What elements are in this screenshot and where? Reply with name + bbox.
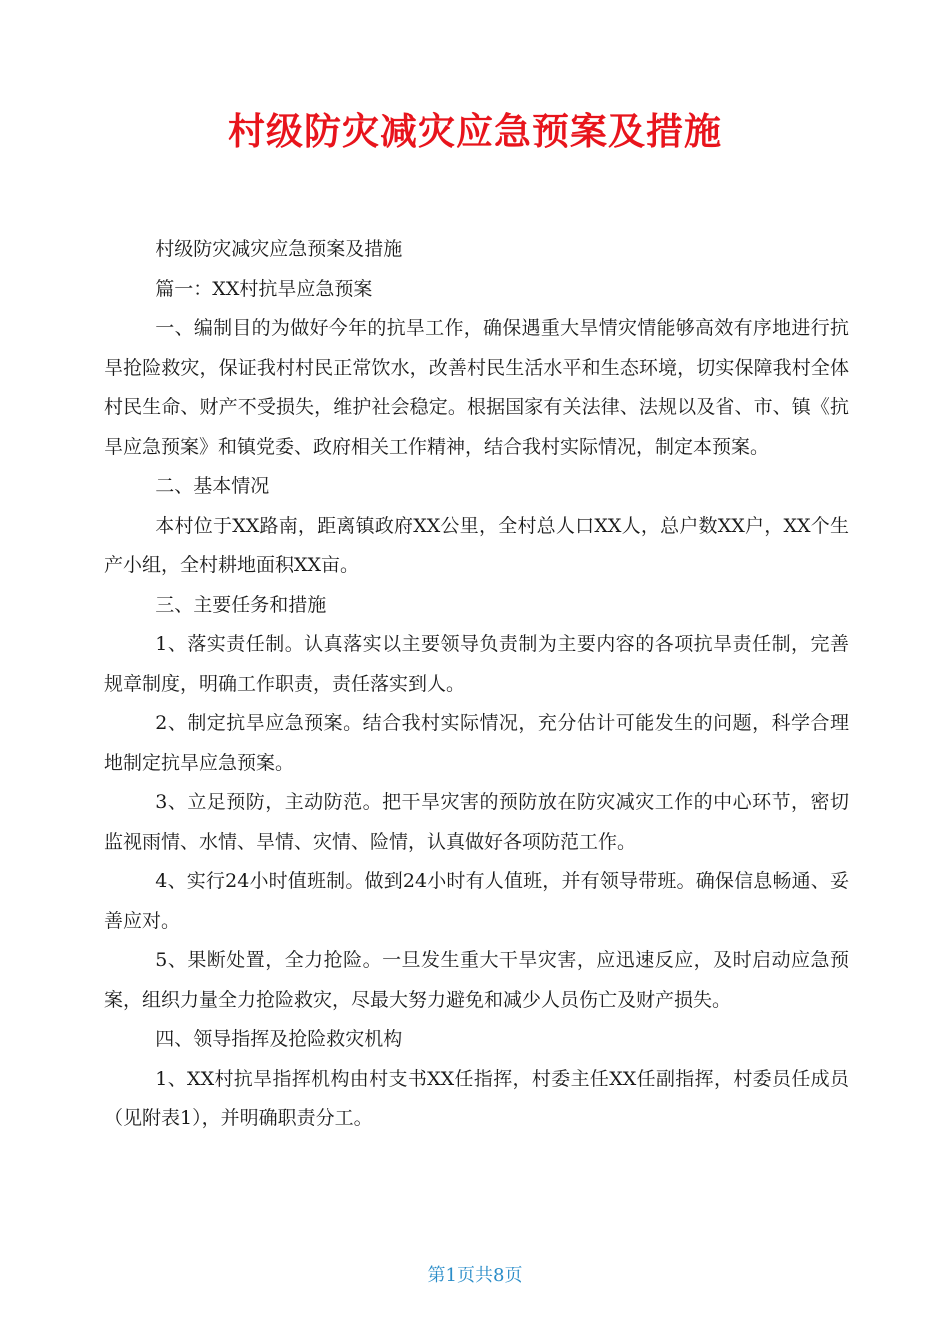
paragraph-task-5: 5、果断处置，全力抢险。一旦发生重大干旱灾害，应迅速反应，及时启动应急预案，组织力量全力抢险救灾，尽最大努力避免和减少人员伤亡及财产损失。	[104, 949, 849, 1011]
paragraph-section-3-heading: 三、主要任务和措施	[155, 593, 327, 616]
paragraph-section-1-purpose: 一、编制目的为做好今年的抗旱工作，确保遇重大旱情灾情能够高效有序地进行抗旱抢险救灾，保证我村村民正常饮水，改善村民生活水平和生态环境，切实保障我村全体村民生命、财产不受损失，维护社会稳定。根据国家有关法律、法规以及省、市、镇《抗旱应急预案》和镇党委、政府相关工作精神，结合我村实际情况，制定本预案。	[104, 317, 849, 458]
paragraph-task-1: 1、落实责任制。认真落实以主要领导负责制为主要内容的各项抗旱责任制，完善规章制度，明确工作职责，责任落实到人。	[104, 633, 849, 695]
paragraph-doc-heading: 村级防灾减灾应急预案及措施	[155, 238, 403, 260]
paragraph-part-one-title: 篇一：XX村抗旱应急预案	[155, 277, 373, 300]
paragraph-section-2-heading: 二、基本情况	[155, 475, 270, 497]
page-number-footer: 第1页共8页	[427, 1265, 523, 1286]
paragraph-command-structure: 1、XX村抗旱指挥机构由村支书XX任指挥，村委主任XX任副指挥，村委员任成员（见附表1），并明确职责分工。	[104, 1067, 849, 1129]
paragraph-task-4: 4、实行24小时值班制。做到24小时有人值班，并有领导带班。确保信息畅通、妥善应对。	[104, 870, 849, 932]
page-title: 村级防灾减灾应急预案及措施	[228, 110, 722, 153]
paragraph-section-4-heading: 四、领导指挥及抢险救灾机构	[155, 1028, 403, 1050]
document-body	[104, 230, 849, 1139]
paragraph-task-3: 3、立足预防，主动防范。把干旱灾害的预防放在防灾减灾工作的中心环节，密切监视雨情、水情、旱情、灾情、险情，认真做好各项防范工作。	[104, 791, 849, 853]
paragraph-basic-info: 本村位于XX路南，距离镇政府XX公里，全村总人口XX人，总户数XX户，XX个生产小组，全村耕地面积XX亩。	[104, 514, 849, 576]
paragraph-task-2: 2、制定抗旱应急预案。结合我村实际情况，充分估计可能发生的问题，科学合理地制定抗旱应急预案。	[104, 712, 849, 774]
